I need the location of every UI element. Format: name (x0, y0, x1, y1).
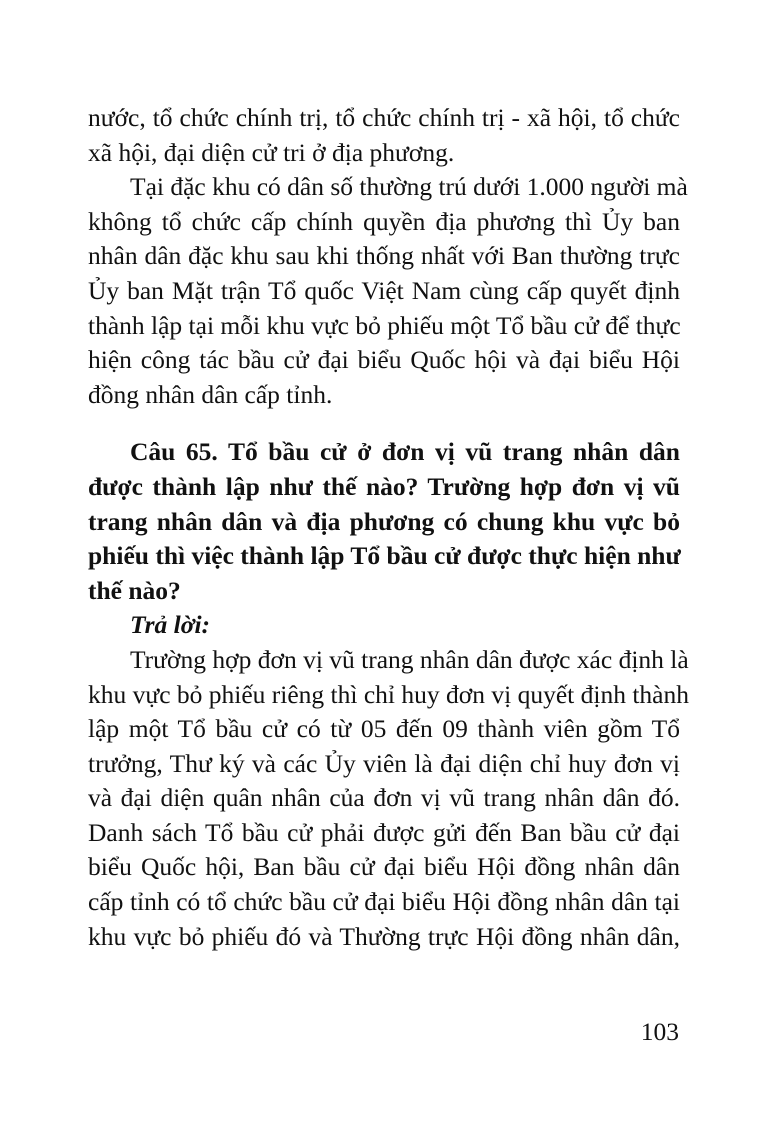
page-number: 103 (640, 1017, 679, 1046)
text-line: và đại diện quân nhân của đơn vị vũ trang nhân dân đó. (88, 783, 680, 813)
page-body (88, 101, 689, 954)
text-line: xã hội, đại diện cử tri ở địa phương. (88, 137, 455, 167)
text-line: cấp tỉnh có tổ chức bầu cử đại biểu Hội đồng nhân dân tại (88, 887, 680, 917)
text-line: Danh sách Tổ bầu cử phải được gửi đến Ban bầu cử đại (88, 817, 680, 847)
heading-line: thế nào? (88, 575, 181, 605)
text-line: nước, tổ chức chính trị, tổ chức chính trị - xã hội, tổ chức (88, 103, 680, 132)
heading-line: được thành lập như thế nào? Trường hợp đơn vị vũ (88, 471, 680, 501)
text-line: thành lập tại mỗi khu vực bỏ phiếu một Tổ bầu cử để thực (88, 310, 681, 340)
text-line: trưởng, Thư ký và các Ủy viên là đại diện chỉ huy đơn vị (88, 748, 680, 778)
paragraph-special-zone (88, 170, 688, 412)
paragraph-continuation (88, 101, 680, 170)
text-line: Ủy ban Mặt trận Tổ quốc Việt Nam cùng cấp quyết định (88, 275, 680, 305)
text-line: Trường hợp đơn vị vũ trang nhân dân được xác định là (130, 644, 689, 674)
heading-line: trang nhân dân và địa phương có chung khu vực bỏ (88, 506, 680, 536)
text-line: nhân dân đặc khu sau khi thống nhất với Ban thường trực (88, 241, 680, 271)
answer-paragraph (88, 643, 689, 954)
text-line: hiện công tác bầu cử đại biểu Quốc hội và đại biểu Hội (88, 345, 680, 375)
text-line: khu vực bỏ phiếu riêng thì chỉ huy đơn vị quyết định thành (88, 679, 689, 709)
text-line: đồng nhân dân cấp tỉnh. (88, 379, 333, 409)
text-line: Tại đặc khu có dân số thường trú dưới 1.000 người mà (130, 172, 688, 202)
heading-line: phiếu thì việc thành lập Tổ bầu cử được thực hiện như (88, 541, 681, 571)
text-line: không tổ chức cấp chính quyền địa phương thì Ủy ban (88, 206, 680, 236)
text-line: khu vực bỏ phiếu đó và Thường trực Hội đồng nhân dân, (88, 921, 680, 951)
text-line: lập một Tổ bầu cử có từ 05 đến 09 thành viên gồm Tổ (88, 714, 680, 744)
answer-label-block (88, 608, 680, 643)
text-line: biểu Quốc hội, Ban bầu cử đại biểu Hội đồng nhân dân (88, 852, 680, 882)
heading-line: Câu 65. Tổ bầu cử ở đơn vị vũ trang nhân dân (130, 437, 680, 467)
question-heading (88, 435, 680, 608)
answer-label: Trả lời: (130, 610, 211, 640)
